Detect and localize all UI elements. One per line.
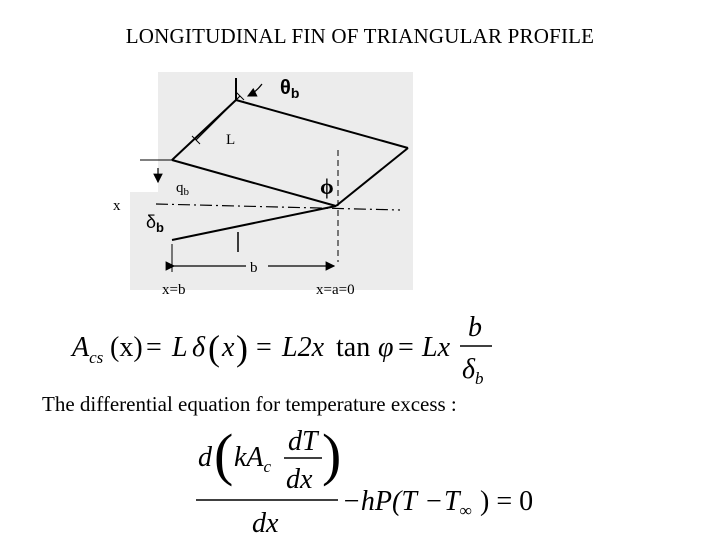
svg-text:kAc: $kA_c$ (234, 442, 272, 476)
slide-title: LONGITUDINAL FIN OF TRIANGULAR PROFILE (125, 24, 595, 48)
svg-text:b: b (468, 312, 482, 343)
label-qb: $q_b$ (176, 180, 189, 198)
svg-text:δ: δ (192, 332, 206, 363)
label-x-eq-a-eq-0: x=a=0 (316, 282, 355, 298)
svg-text:−hP(T: −hP(T (342, 486, 417, 517)
svg-text:δb: $\delta_b$ (462, 354, 484, 388)
label-phi: ϕ (320, 174, 334, 199)
label-b: b (250, 260, 258, 276)
svg-text:(: ( (214, 422, 234, 487)
equation-caption: The differential equation for temperature excess : (42, 392, 457, 416)
svg-text:L: L (172, 332, 188, 363)
svg-text:T∞: $T_\infty$ (444, 486, 472, 520)
svg-text:(: ( (208, 328, 220, 368)
label-theta-b: $\theta_b$ (280, 77, 300, 101)
svg-text:): ) (236, 328, 248, 368)
svg-text:=: = (146, 332, 162, 363)
label-x: x (113, 198, 121, 214)
svg-text:x: x (222, 332, 235, 363)
svg-text:tan: tan (336, 332, 371, 363)
figure-white-notch (130, 72, 158, 192)
svg-text:): ) (322, 422, 342, 487)
svg-text:dT: dT (288, 426, 318, 457)
label-delta-b: $\delta_b$ (146, 212, 164, 235)
area-equation (62, 312, 502, 392)
svg-text:φ: φ (378, 332, 394, 363)
svg-text:dx: dx (286, 464, 313, 495)
svg-text:Acs: $A_{cs}$ (72, 332, 104, 367)
svg-text:) = 0: ) = 0 (480, 486, 534, 517)
svg-text:=: = (256, 332, 272, 363)
svg-text:dx: dx (252, 508, 279, 538)
svg-text:(x): (x) (110, 332, 143, 363)
label-x-eq-b: x=b (162, 282, 186, 298)
svg-text:L2x: L2x (282, 332, 324, 363)
svg-text:−: − (426, 486, 442, 517)
svg-text:Lx: Lx (422, 332, 450, 363)
svg-text:=: = (398, 332, 414, 363)
svg-text:d: d (198, 442, 212, 473)
label-L: L (226, 132, 236, 148)
differential-equation (190, 418, 550, 538)
